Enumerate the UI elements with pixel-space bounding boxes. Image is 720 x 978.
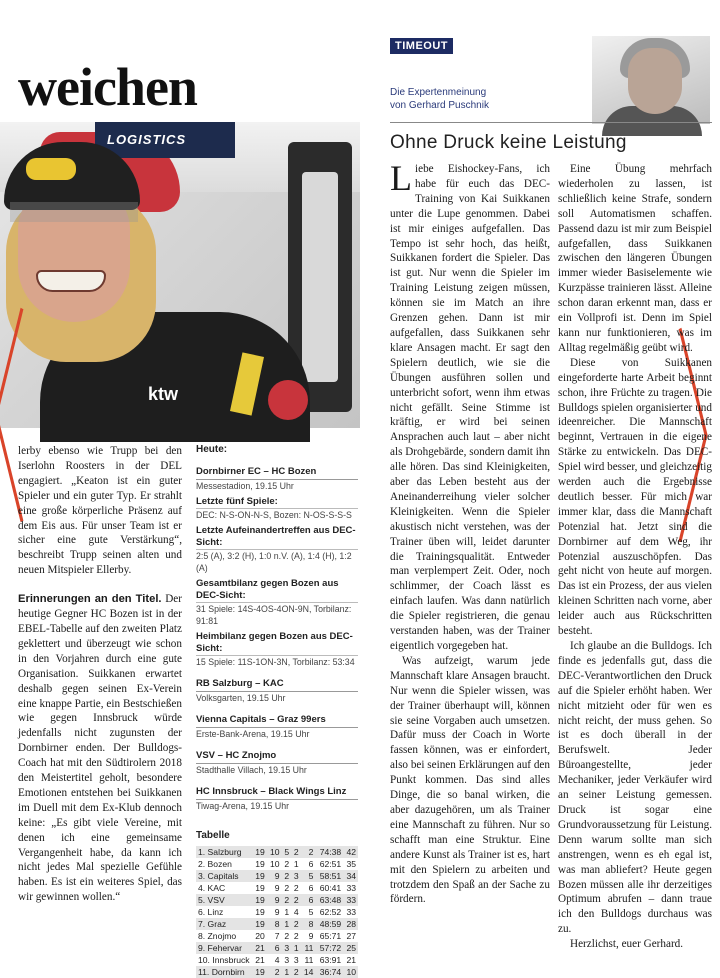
stat-cell: 5 [301, 870, 316, 882]
stat-cell: 11 [304, 955, 314, 965]
games-list [196, 678, 358, 812]
team-cell: 9. Fehervar [196, 942, 252, 954]
arena-banner: LOGISTICS [95, 122, 235, 158]
article-paragraph: Was aufzeigt, warum jede Mannschaft klare Ansagen braucht. Nur wenn die Spieler wissen, was der Trainer überhaupt will, können sie seine Vorgaben auch umsetzen. Dafür muss der Coach in Worte fassen können, was er einfordert, also bei seinen Erklärungen auf den Punkt kommen. Das sind alles Dinge, die so banal wirken, die aber dazugehören, um als Trainer eine Mannschaft zu führen. Nur so schafft man eine Struktur. Eine andere Kunst als Trainer ist es, hart mit den Spielern zu arbeiten und trotzdem den Spaß an der Sache zu fördern. [390, 654, 550, 906]
stats-list [196, 496, 358, 668]
stat-cell: 33 [346, 907, 356, 917]
table-row [196, 870, 358, 882]
stat-cell: 1 [282, 918, 292, 930]
hockey-player-photo [0, 122, 360, 428]
stat-cell: 19 [252, 918, 267, 930]
match-infobox [196, 444, 358, 978]
table-row [196, 966, 358, 978]
stat-cell: 33 [343, 894, 358, 906]
main-game: Dornbirner EC – HC Bozen [196, 466, 358, 480]
stat-cell: 1 [284, 907, 290, 917]
stat-cell: 10 [267, 846, 282, 858]
expert-label: Die Expertenmeinung von Gerhard Puschnik [390, 87, 489, 111]
table-row [196, 894, 358, 906]
stat-cell: 1 [282, 966, 292, 978]
article-paragraph: Erinnerungen an den Titel. Der heutige Gegner HC Bozen ist in der EBEL-Tabelle auf den zweiten Platz geklettert und überzeugt wie schon in den Vorjahren durch eine gute Organisation. Suikkanen erwartet deshalb gegen seinen Ex-Verein eine knappe Partie, ein Bestschießen wie gegen Innsbruck würde jedenfalls nicht zugunsten der Dornbirner enden. Der Bulldogs-Coach hat mit den Südtirolern 2018 den Meistertitel geholt, besondere Emotionen entstehen bei Suikkanen im Duell mit dem Ex-Klub dennoch keine: „Es gibt viele Vereine, mit denen ich eine gemeinsame Vergangenheit habe, da kann ich nicht jedes Mal spezielle Gefühle haben. Es ist ein weiteres Spiel, das wir gewinnen wollen.“ [18, 593, 182, 904]
stat-cell: 9 [274, 907, 280, 917]
stat-cell: 60:41 [319, 883, 342, 893]
stat-cell: 3 [293, 955, 299, 965]
stat-cell: 3 [291, 870, 301, 882]
stat-cell: 9 [308, 931, 314, 941]
game-fixture: Vienna Capitals – Graz 99ers [196, 714, 358, 728]
game-venue: Erste-Bank-Arena, 19.15 Uhr [196, 729, 310, 739]
team-cell: 1. Salzburg [196, 846, 252, 858]
stat-cell: 2 [291, 894, 301, 906]
stat-cell: 3 [284, 955, 290, 965]
stat-cell: 21 [255, 955, 265, 965]
stat-cell: 6 [267, 942, 282, 954]
opinion-column-middle [390, 158, 551, 907]
stat-cell: 63:48 [315, 894, 343, 906]
stat-cell: 2 [284, 883, 290, 893]
article-paragraph: Eine Übung mehrfach wiederholen zu lassen, ist schließlich keine Strafe, sondern soll Automatismen schaffen. Passend dazu ist mir zum Beispiel aufgefallen, dass Suikkanen zwischen den längeren Übungen immer wieder Basiselemente wie Kurzpässe trainieren lässt. Alleine schon daran erkennt man, dass er ein Vollprofi ist. Denn im Spiel kann nur funktionieren, was im Alltag regelmäßig geübt wird. [558, 163, 712, 354]
stat-cell: 10 [269, 859, 280, 869]
stat-cell: 74:38 [315, 846, 343, 858]
stat-label: Heimbilanz gegen Bozen aus DEC-Sicht: [196, 631, 358, 656]
stat-cell: 63:91 [319, 955, 342, 965]
stat-label: Letzte Aufeinandertreffen aus DEC-Sicht: [196, 525, 358, 550]
stat-cell: 8 [267, 918, 282, 930]
table-row [196, 942, 358, 954]
stat-cell: 19 [255, 907, 265, 917]
author-portrait [592, 36, 710, 124]
article-paragraph: Diese von Suikkanen eingeforderte harte Arbeit beginnt schon, ihre Früchte zu tragen. Die Bulldogs spielen organisierter und ideenreicher. Die Mannschaft beginnt, Vertrauen in die eigene Stärke zu entwickeln. Das DEC-Spiel wird besser, und gleichzeitig werden auch die Ergebnisse deutlich besser. Für mich war immer klar, dass die Mannschaft Potenzial hat. Jetzt sind die Dornbirner auf dem Weg, ihr Potenzial auszuschöpfen. Das geht nicht von heute auf morgen. Das ist ein Prozess, der aus vielen kleinen Schritten nach vorne, aber leider auch aus Rückschritten besteht. [558, 356, 712, 638]
stat-cell: 9 [274, 883, 280, 893]
stat-cell: 25 [343, 942, 358, 954]
divider [390, 122, 712, 123]
stat-cell: 42 [343, 846, 358, 858]
stat-cell: 19 [252, 894, 267, 906]
stat-cell: 19 [252, 870, 267, 882]
game-fixture: HC Innsbruck – Black Wings Linz [196, 786, 358, 800]
table-row [196, 882, 358, 894]
team-cell: 3. Capitals [196, 870, 252, 882]
stat-cell: 4 [293, 907, 299, 917]
stat-cell: 8 [301, 918, 316, 930]
stat-cell: 7 [274, 931, 280, 941]
stat-cell: 2 [293, 883, 299, 893]
dropcap: L [390, 158, 412, 198]
stat-cell: 19 [252, 846, 267, 858]
stat-cell: 3 [282, 942, 292, 954]
stat-cell: 2 [291, 918, 301, 930]
stat-cell: 27 [346, 931, 356, 941]
stat-cell: 1 [291, 942, 301, 954]
team-cell: 4. KAC [198, 883, 226, 893]
stat-cell: 5 [308, 907, 314, 917]
table-row [196, 954, 358, 966]
stat-cell: 33 [346, 883, 356, 893]
table-row [196, 846, 358, 858]
table-heading: Tabelle [196, 830, 230, 841]
stat-cell: 19 [255, 883, 265, 893]
stat-cell: 28 [343, 918, 358, 930]
stat-cell: 9 [267, 870, 282, 882]
game-venue: Tiwag-Arena, 19.15 Uhr [196, 801, 290, 811]
stat-cell: 48:59 [315, 918, 343, 930]
main-venue: Messestadion, 19.15 Uhr [196, 481, 294, 491]
stat-cell: 2 [301, 846, 316, 858]
article-paragraph: lerby ebenso wie Trupp bei den Iserlohn Roosters in der DEL engagiert. „Keaton ist ein guter Spieler und ein guter Typ. Er strahlt eine große körperliche Präsenz auf dem Eis aus. Für unser Team ist er sicher eine gute Verstärkung“, beschreibt Trupp seinen alten und neuen Mitspieler Ellerby. [18, 445, 182, 577]
stat-cell: 2 [284, 931, 290, 941]
stat-cell: 35 [346, 859, 356, 869]
stat-cell: 5 [282, 846, 292, 858]
stat-cell: 57:72 [315, 942, 343, 954]
stat-value: 31 Spiele: 14S-4OS-4ON-9N, Torbilanz: 91:81 [196, 604, 352, 626]
game-fixture: VSV – HC Znojmo [196, 750, 358, 764]
team-cell: 6. Linz [198, 907, 224, 917]
stat-cell: 21 [346, 955, 356, 965]
article-paragraph: Ich glaube an die Bulldogs. Ich finde es jedenfalls gut, dass die DEC-Verantwortlichen den Druck auf die Spieler erhöht haben. Wer nicht mitzieht oder für wen es nicht reicht, der muss gehen. So ist es doch überall in der Berufswelt. Jeder Büroangestellte, jeder Mechaniker, jeder Verkäufer wird an seiner Leistung gemessen. Druck ist sogar eine Grundvoraussetzung für Leistung. Denn warum sollte man sich anstrengen, wenn es eh egal ist, was man abliefert? Heute gegen Bozen müssen alle ihr derzeitiges Optimum abrufen – dann traue ich den Bulldogs durchaus was zu. [558, 640, 712, 936]
stat-cell: 9 [267, 894, 282, 906]
stat-cell: 1 [293, 859, 299, 869]
headline: weichen [18, 57, 197, 117]
stat-cell: 2 [282, 894, 292, 906]
table-row [196, 858, 358, 870]
stat-cell: 6 [308, 859, 314, 869]
stat-cell: 2 [282, 870, 292, 882]
article-paragraph: Liebe Eishockey-Fans, ich habe für euch das DEC-Training von Kai Suikkanen unter die Lupe genommen. Dabei ist mir einiges aufgefallen. Das Tempo ist sehr hoch, das heißt, Suikkanen fordert die Spieler. Das ist gut. Nur wenn die Spieler im Training Leistung zeigen müssen, können sie im Match an ihre Grenzen gehen. Dann ist mir aufgefallen, dass Suikkanen sehr klare Ansagen macht. Er sagt den Spielern deutlich, wie sie die Übungen ausführen sollen und unterbricht sofort, wenn ihm etwas nicht gefällt. Seine Stimme ist kräftig, er wird bei seinen Ansprachen auch laut – aber nicht als Drohgebärde, sondern damit ihn alle hören. Das sind Kleinigkeiten, aber das Leben besteht aus der Aneinanderreihung vieler solcher Kleinigkeiten. Wenn die Spieler akustisch nicht verstehen, was der Trainer üben will, leidet darunter die Trainingsqualität. Entweder man verplempert Zeit. Oder, noch schlimmer, der Coach lässt es einfach laufen. Was dann natürlich die Spieler registrieren, die genau verstanden haben, was der Trainer eigentlich vorgegeben hat. [390, 158, 551, 652]
stat-label: Letzte fünf Spiele: [196, 496, 358, 509]
stat-cell: 2 [284, 859, 290, 869]
subheading: Erinnerungen an den Titel. [18, 593, 162, 606]
stat-cell: 65:71 [319, 931, 342, 941]
stat-cell: 14 [301, 966, 316, 978]
stat-cell: 2 [293, 931, 299, 941]
game-venue: Volksgarten, 19.15 Uhr [196, 693, 286, 703]
table-row [196, 918, 358, 930]
stat-value: 15 Spiele: 11S-1ON-3N, Torbilanz: 53:34 [196, 657, 355, 667]
stat-cell: 4 [274, 955, 280, 965]
team-cell: 2. Bozen [198, 859, 232, 869]
stat-cell: 20 [255, 931, 265, 941]
column-title: Ohne Druck keine Leistung [390, 132, 627, 153]
team-cell: 11. Dornbirn [196, 966, 252, 978]
standings-table [196, 846, 358, 978]
table-row [196, 906, 358, 918]
stat-cell: 34 [343, 870, 358, 882]
stat-cell: 19 [255, 859, 265, 869]
stat-cell: 2 [291, 846, 301, 858]
stat-cell: 6 [308, 883, 314, 893]
game-fixture: RB Salzburg – KAC [196, 678, 358, 692]
stat-cell: 62:51 [319, 859, 342, 869]
stat-value: DEC: N-S-ON-N-S, Bozen: N-OS-S-S-S [196, 510, 352, 520]
stat-cell: 36:74 [315, 966, 343, 978]
game-venue: Stadthalle Villach, 19.15 Uhr [196, 765, 307, 775]
stat-cell: 19 [252, 966, 267, 978]
jersey-logo: ktw [148, 384, 179, 404]
timeout-badge: TIMEOUT [390, 38, 453, 54]
team-cell: 8. Znojmo [198, 931, 237, 941]
signoff: Herzlichst, euer Gerhard. [570, 938, 684, 951]
stat-value: 2:5 (A), 3:2 (H), 1:0 n.V. (A), 1:4 (H), 1:2 (A) [196, 551, 352, 573]
infobox-heading: Heute: [196, 444, 228, 455]
team-cell: 10. Innsbruck [198, 955, 250, 965]
stat-cell: 2 [267, 966, 282, 978]
stat-cell: 11 [301, 942, 316, 954]
stat-cell: 10 [343, 966, 358, 978]
opinion-column-right [558, 162, 712, 952]
stat-cell: 6 [301, 894, 316, 906]
stat-cell: 62:52 [319, 907, 342, 917]
stat-cell: 58:51 [315, 870, 343, 882]
team-cell: 5. VSV [196, 894, 252, 906]
stat-cell: 2 [291, 966, 301, 978]
article-column-left [18, 444, 182, 905]
team-cell: 7. Graz [196, 918, 252, 930]
stat-label: Gesamtbilanz gegen Bozen aus DEC-Sicht: [196, 578, 358, 603]
stat-cell: 21 [252, 942, 267, 954]
table-row [196, 930, 358, 942]
